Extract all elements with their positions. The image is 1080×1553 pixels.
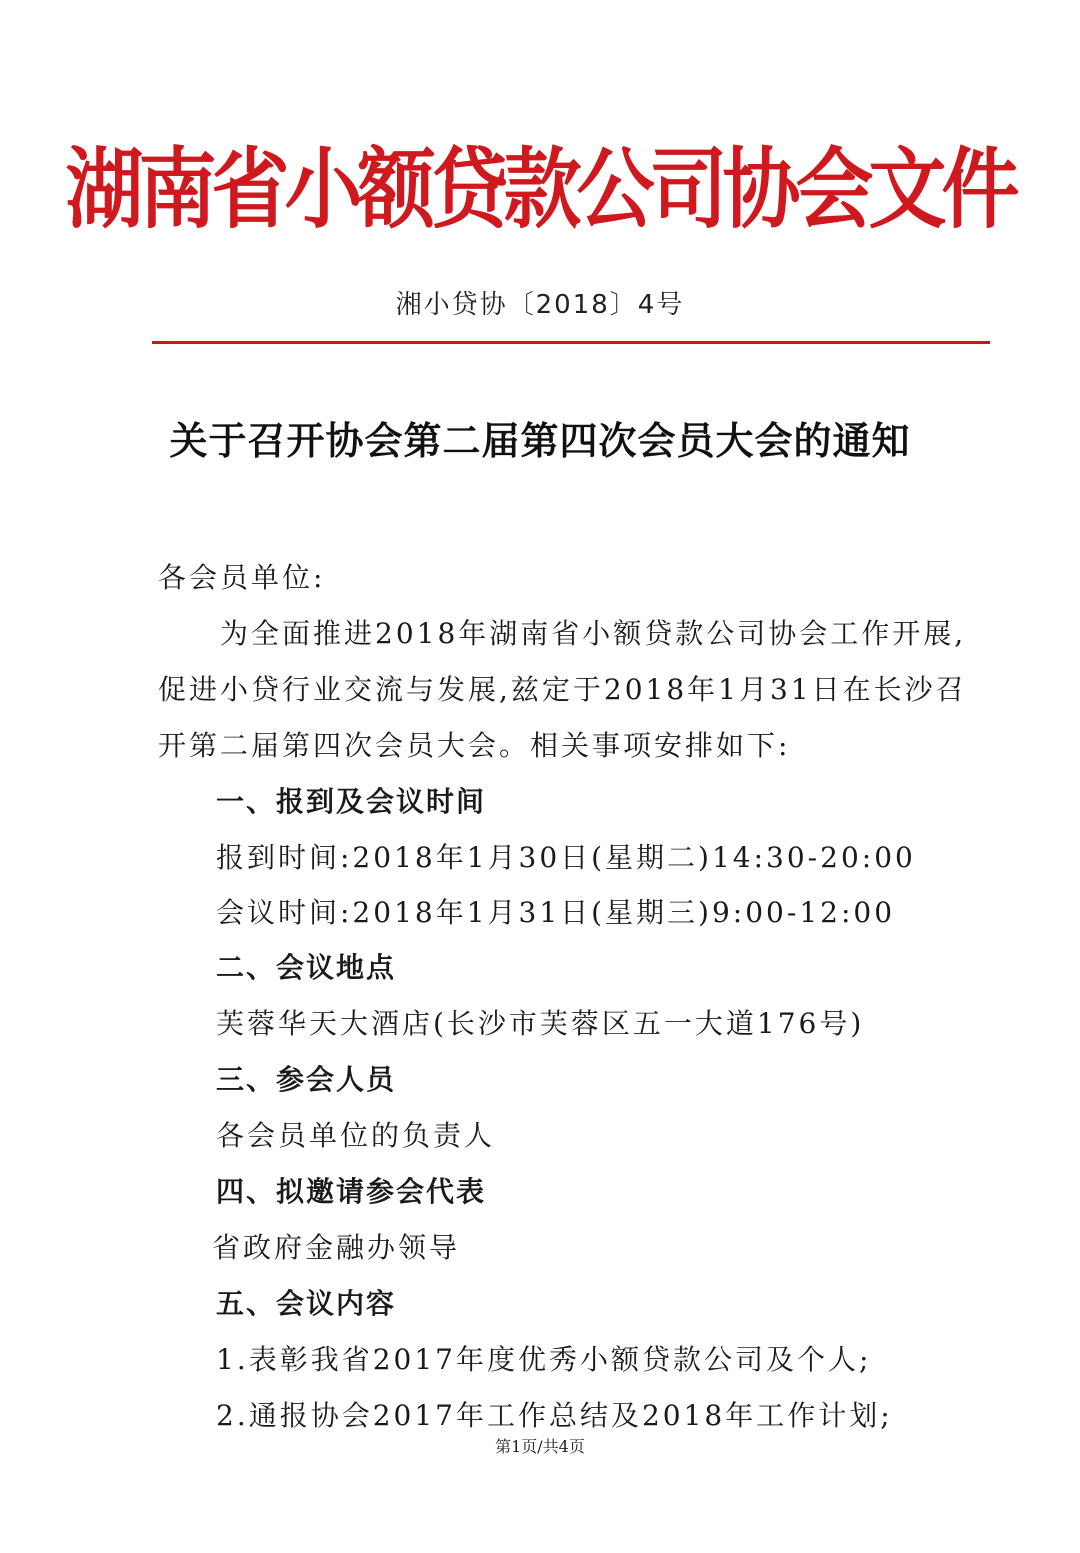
section-heading-location: 二、会议地点: [216, 951, 397, 984]
meeting-content-item: 1.表彰我省2017年度优秀小额贷款公司及个人;: [216, 1343, 872, 1376]
notice-title: 关于召开协会第二届第四次会员大会的通知: [169, 419, 911, 463]
section-heading-meeting-content: 五、会议内容: [216, 1287, 397, 1320]
intro-line: 促进小贷行业交流与发展,兹定于2018年1月31日在长沙召: [158, 673, 967, 706]
section-heading-registration: 一、报到及会议时间: [216, 785, 487, 818]
red-divider-line: [152, 341, 990, 344]
document-number: 湘小贷协〔2018〕4号: [395, 290, 685, 320]
salutation: 各会员单位:: [158, 561, 326, 594]
invited-representatives: 省政府金融办领导: [212, 1231, 461, 1264]
page-number-footer: 第1页/共4页: [495, 1437, 585, 1456]
organization-header-title: 湖南省小额贷款公司协会文件: [65, 140, 1015, 241]
meeting-time: 会议时间:2018年1月31日(星期三)9:00-12:00: [216, 896, 896, 929]
attendees: 各会员单位的负责人: [216, 1119, 496, 1152]
intro-line: 为全面推进2018年湖南省小额贷款公司协会工作开展,: [158, 617, 967, 650]
section-heading-attendees: 三、参会人员: [216, 1063, 397, 1096]
registration-time: 报到时间:2018年1月30日(星期二)14:30-20:00: [216, 841, 916, 874]
section-heading-invited-representatives: 四、拟邀请参会代表: [216, 1175, 487, 1208]
meeting-location: 芙蓉华天大酒店(长沙市芙蓉区五一大道176号): [216, 1007, 865, 1040]
meeting-content-item: 2.通报协会2017年工作总结及2018年工作计划;: [216, 1399, 893, 1432]
intro-line: 开第二届第四次会员大会。相关事项安排如下:: [158, 729, 791, 762]
